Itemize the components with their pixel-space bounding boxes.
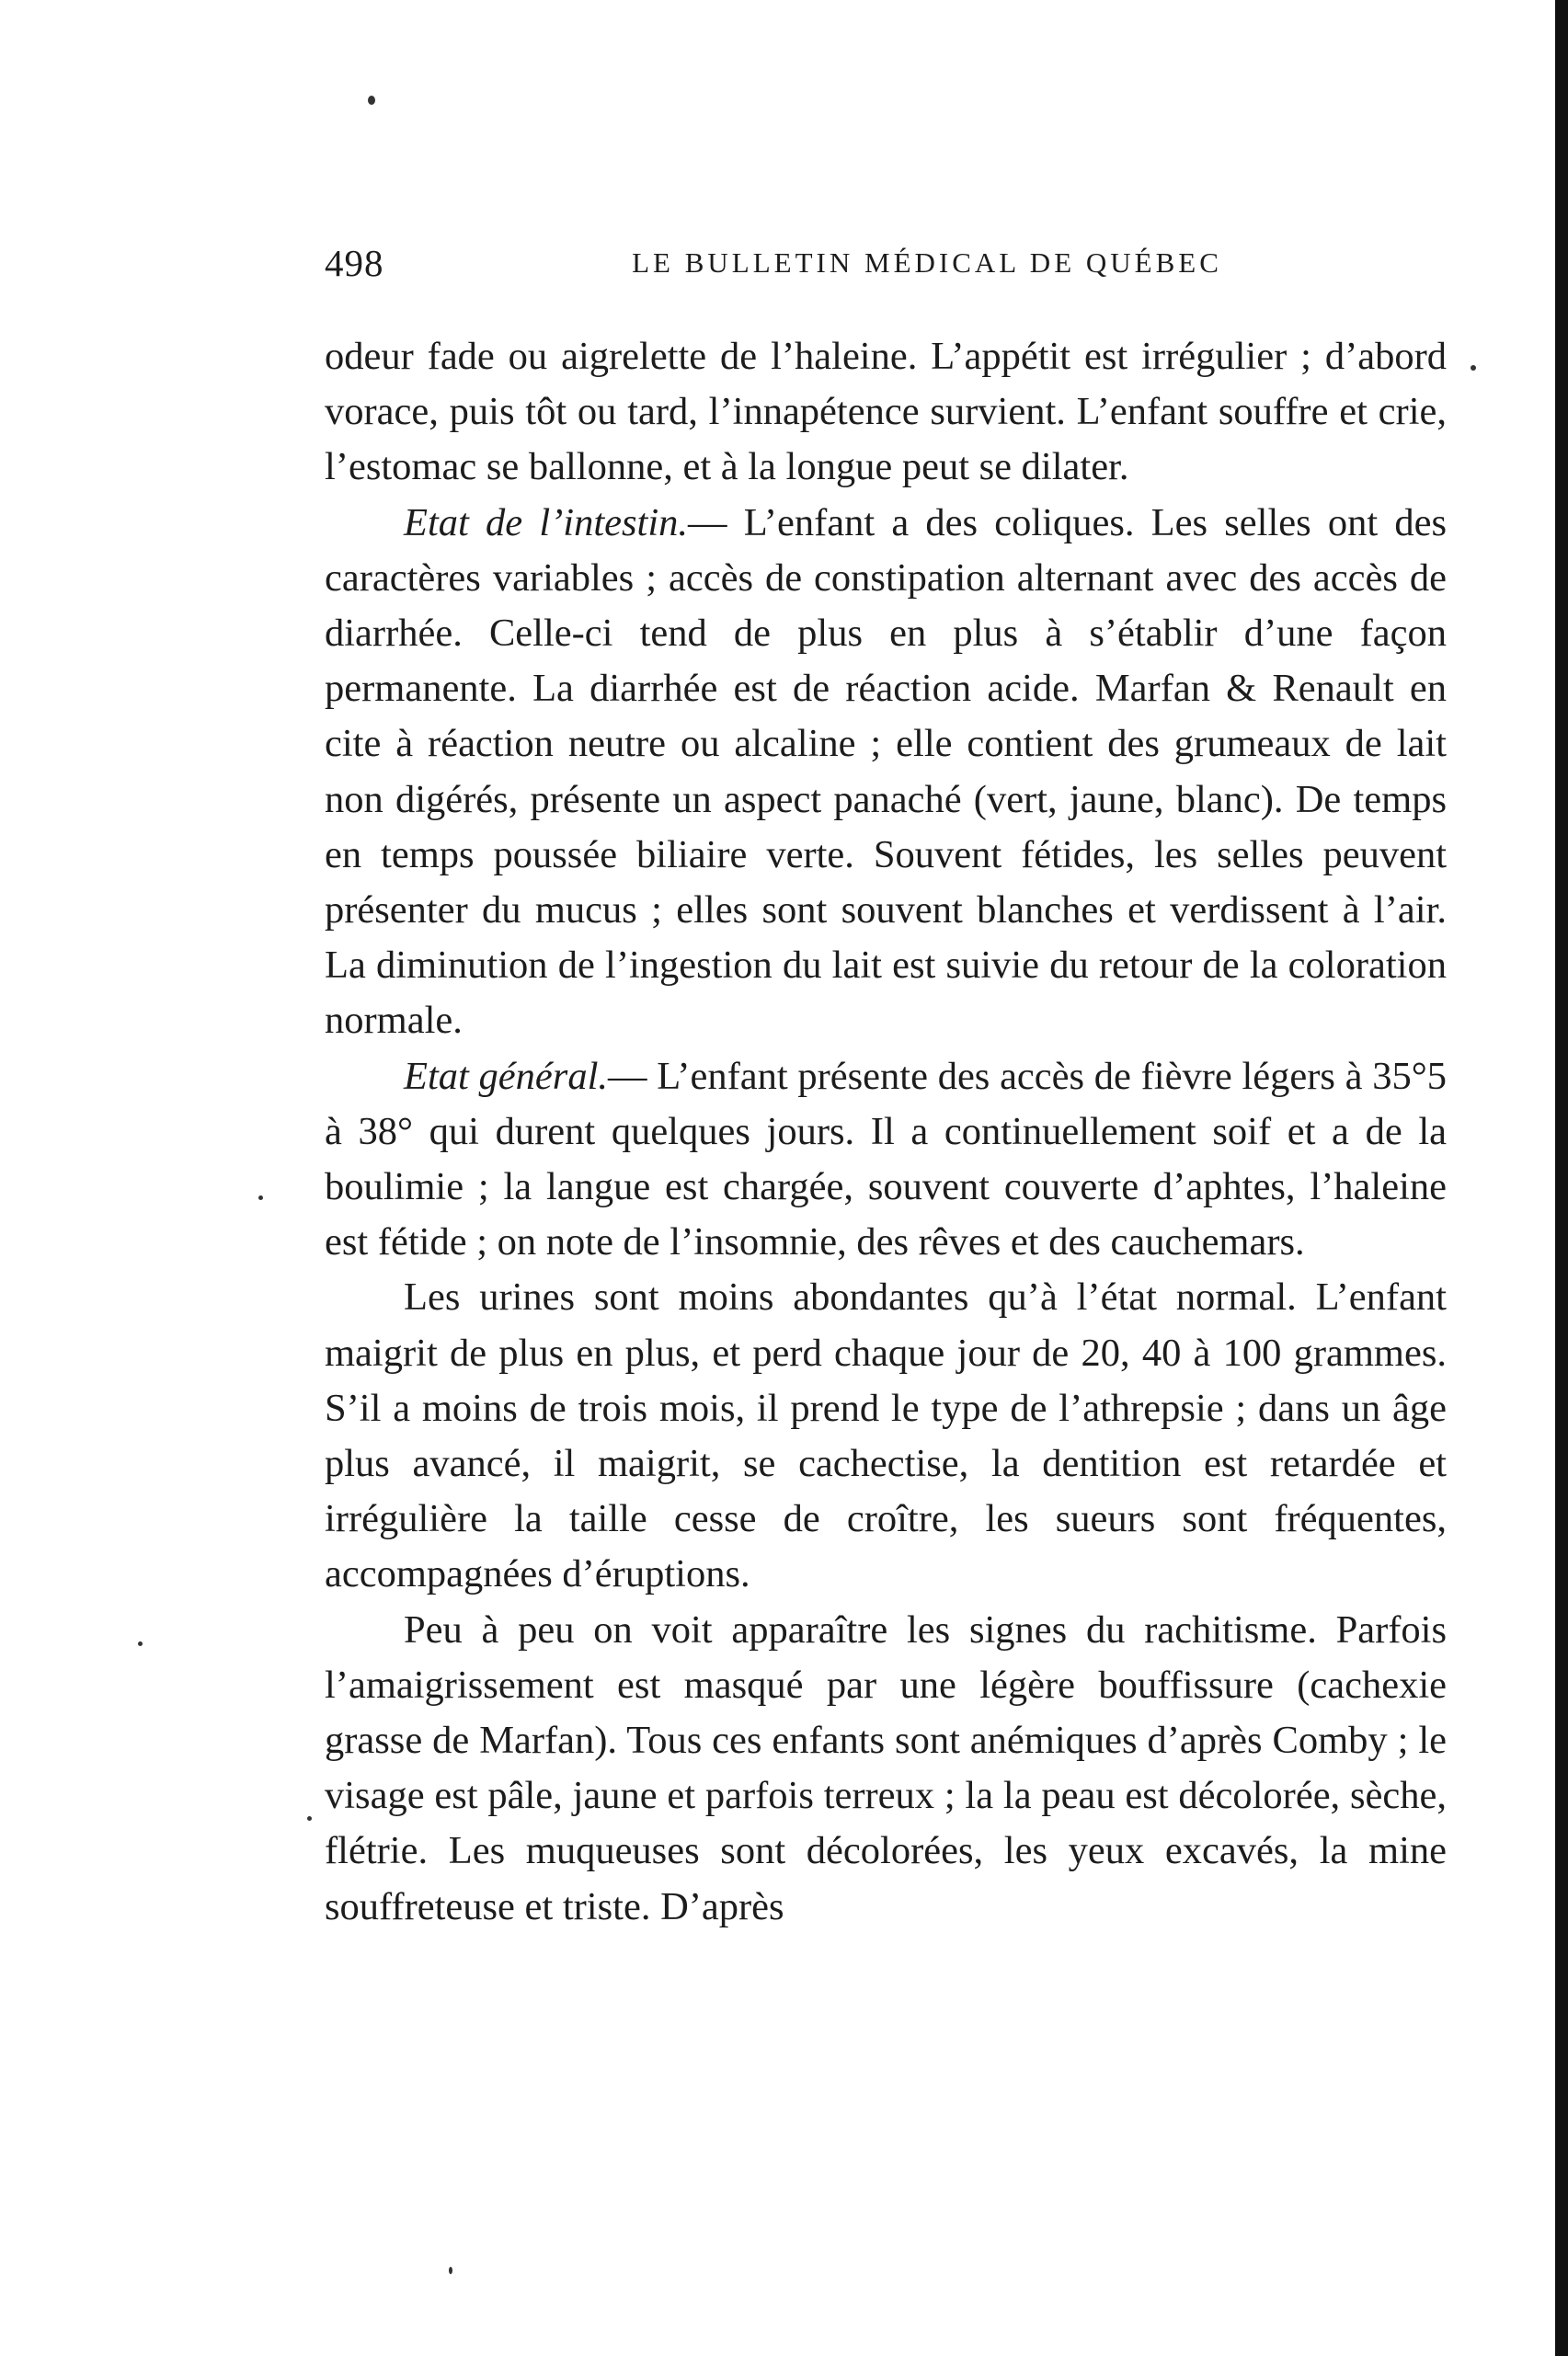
page-number: 498 xyxy=(325,242,384,284)
ink-speck xyxy=(368,96,375,105)
journal-title: LE BULLETIN MÉDICAL DE QUÉBEC xyxy=(632,246,1222,279)
ink-speck xyxy=(258,1195,263,1200)
section-heading-intestine: Etat de l’intestin. xyxy=(404,500,689,544)
heading-dash: — xyxy=(608,1054,647,1098)
ink-speck xyxy=(449,2267,452,2274)
paragraph-rachitism: Peu à peu on voit apparaître les signes du rachitisme. Parfois l’amaigrissement est masqué par une légère bouffissure (cachexie grasse de Marfan). Tous ces enfants sont anémiques d’après Comby ; le visage est pâle, jaune et parfois terreux ; la la peau est décolorée, sèche, flétrie. Les muqueuses sont décolorées, les yeux excavés, la mine souffreteuse et triste. D’après xyxy=(325,1607,1447,1928)
paragraph-general-state xyxy=(325,1049,1447,1271)
paragraph-intestine-text: L’enfant a des coliques. Les selles ont des caractères variables ; accès de constipation alternant avec des accès de diarrhée. Celle-ci tend de plus en plus à s’établir d’une façon permanente. La diarrhée est de réaction acide. Marfan & Renault en cite à réaction neutre ou alcaline ; elle contient des grumeaux de lait non digérés, présente un aspect panaché (vert, jaune, blanc). De temps en temps poussée biliaire verte. Souvent fétides, les selles peuvent présenter du mucus ; elles sont souvent blanches et verdissent à l’air. La diminution de l’ingestion du lait est suivie du retour de la coloration normale. xyxy=(325,500,1447,1043)
paragraph-continuation: odeur fade ou aigrelette de l’haleine. L’appétit est irrégulier ; d’abord vorace, puis tôt ou tard, l’innapétence survient. L’enfant souffre et crie, l’estomac se ballonne, et à la longue peut se dilater. xyxy=(325,335,1447,489)
paragraph-general-state-text: L’enfant présente des accès de fièvre légers à 35°5 à 38° qui durent quelques jours. Il a continuellement soif et a de la boulimie ; la langue est chargée, souvent couverte d’aphtes, l’haleine est fétide ; on note de l’insomnie, des rêves et des cauchemars. xyxy=(325,1054,1447,1264)
paragraph-intestine xyxy=(325,496,1447,1049)
ink-speck xyxy=(1471,365,1476,371)
running-head xyxy=(325,241,1447,296)
heading-dash: — xyxy=(688,500,727,544)
section-heading-general-state: Etat général. xyxy=(404,1054,609,1098)
ink-speck xyxy=(138,1641,143,1646)
page-edge-shadow xyxy=(1555,0,1568,2356)
article-body xyxy=(325,329,1447,1935)
ink-speck xyxy=(307,1816,312,1821)
paragraph-urines: Les urines sont moins abondantes qu’à l’état normal. L’enfant maigrit de plus en plus, et perd chaque jour de 20, 40 à 100 grammes. S’il a moins de trois mois, il prend le type de l’athrepsie ; dans un âge plus avancé, il maigrit, se cachectise, la dentition est retardée et irrégulière la taille cesse de croître, les sueurs sont fréquentes, accompagnées d’éruptions. xyxy=(325,1275,1447,1596)
